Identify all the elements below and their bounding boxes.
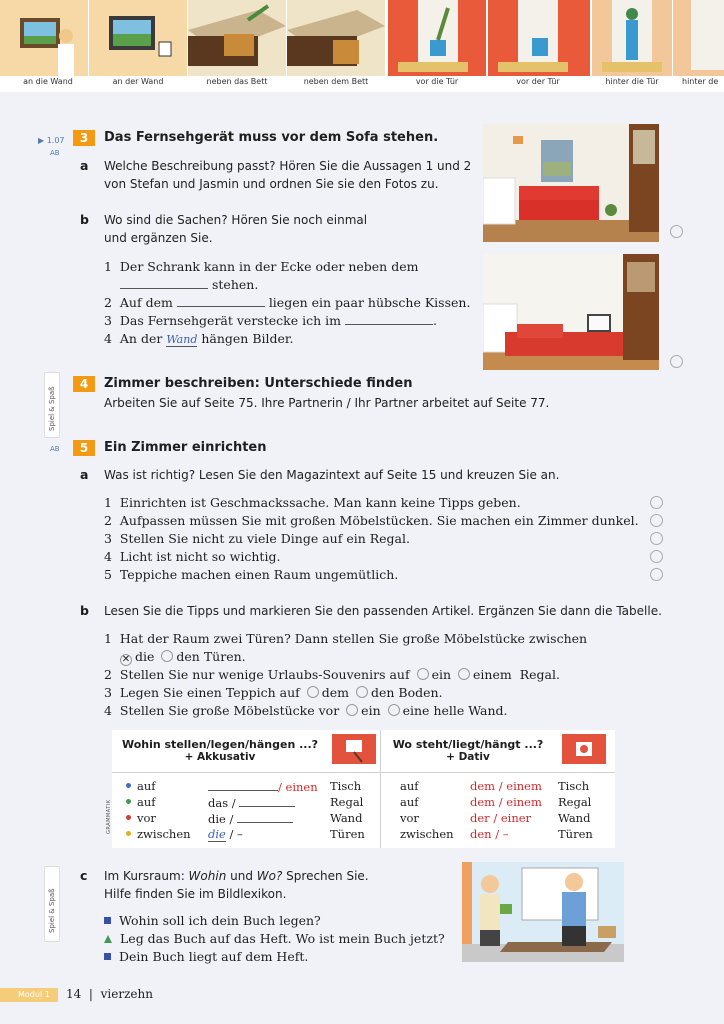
task-letter: a <box>80 158 89 173</box>
radio-option-checked[interactable]: ✕ <box>121 654 131 665</box>
dialogue-line: Wohin soll ich dein Buch legen? <box>104 912 321 930</box>
picture-neben-dem-bett <box>287 0 385 76</box>
picture-an-der-wand <box>89 0 187 76</box>
gap-blank[interactable] <box>345 313 433 325</box>
grammar-cell: Wand <box>330 811 363 825</box>
module-tag: Modul 1 <box>0 988 58 1002</box>
task-instruction: Was ist richtig? Lesen Sie den Magazintext auf Seite 15 und kreuzen Sie an. <box>104 468 560 482</box>
task-instruction: Arbeiten Sie auf Seite 75. Ihre Partnerin / Ihr Partner arbeitet auf Seite 77. <box>104 396 550 410</box>
grammar-cell: auf <box>126 795 156 809</box>
radio-option[interactable] <box>307 686 319 698</box>
task-instruction: Wo sind die Sachen? Hören Sie noch einmal und ergänzen Sie. <box>104 213 368 245</box>
handwritten-answer: Wand <box>166 333 198 346</box>
vocabulary-strip <box>0 0 724 92</box>
radio-option[interactable] <box>458 668 470 680</box>
checkbox-circle[interactable] <box>650 514 663 527</box>
radio-option[interactable] <box>346 704 358 716</box>
grammar-cell: das / <box>208 795 295 810</box>
exercise-number: 3 <box>73 130 95 146</box>
table-divider <box>380 730 381 848</box>
grammar-cell: zwischen <box>400 827 454 841</box>
grammar-cell: Regal <box>330 795 364 809</box>
ab-tag: AB <box>50 445 60 453</box>
grammar-cell: Türen <box>558 827 593 841</box>
hanging-picture-icon <box>562 734 606 764</box>
page-number-line: 14 | vierzehn <box>66 987 153 1001</box>
grammar-cell: Regal <box>558 795 592 809</box>
grammar-cell: auf <box>400 779 419 793</box>
radio-option[interactable] <box>388 704 400 716</box>
task-instruction: Lesen Sie die Tipps und markieren Sie den passenden Artikel. Ergänzen Sie dann die Tabelle. <box>104 604 662 618</box>
strip-caption: vor die Tür <box>415 77 459 86</box>
strip-caption: an die Wand <box>23 77 73 86</box>
picture-hinter-der-tuer <box>673 0 724 76</box>
grammar-cell: der / einer <box>470 811 532 825</box>
task-instruction: Welche Beschreibung passt? Hören Sie die Aussagen 1 und 2 von Stefan und Jasmin und ordnen Sie sie den Fotos zu. <box>104 159 472 191</box>
gap-item: 4 An der Wand hängen Bilder. <box>104 331 294 346</box>
strip-caption: neben dem Bett <box>303 77 369 86</box>
picture-vor-der-tuer <box>488 0 590 76</box>
task-letter: b <box>80 212 89 227</box>
grammar-header-right: Wo steht/liegt/hängt ...? + Dativ <box>392 738 544 763</box>
gap-item: 1 Der Schrank kann in der Ecke oder neben dem <box>104 259 419 274</box>
choice-item: 1 Hat der Raum zwei Türen? Dann stellen Sie große Möbelstücke zwischen <box>104 631 588 646</box>
gap-blank[interactable] <box>237 811 293 823</box>
strip-caption: an der Wand <box>112 77 164 86</box>
side-tag: Spiel & Spaß <box>44 866 60 942</box>
choice-item: 3 Legen Sie einen Teppich auf dem den Boden. <box>104 685 443 700</box>
exercise-title: Ein Zimmer einrichten <box>104 440 267 455</box>
grammar-cell: zwischen <box>126 827 191 841</box>
side-tag: Spiel & Spaß <box>44 372 60 438</box>
photo-answer-circle[interactable] <box>670 355 683 368</box>
gap-blank[interactable] <box>120 277 208 289</box>
dialogue-line: Leg das Buch auf das Heft. Wo ist mein Buch jetzt? <box>104 930 445 948</box>
gap-blank[interactable] <box>239 795 295 807</box>
choice-item: 4 Stellen Sie große Möbelstücke vor ein eine helle Wand. <box>104 703 508 718</box>
radio-option[interactable] <box>161 650 173 662</box>
gap-item: stehen. <box>120 276 258 294</box>
picture-an-die-wand <box>0 0 88 76</box>
grammar-cell: dem / einem <box>470 779 542 793</box>
task-letter: b <box>80 603 89 618</box>
strip-caption: hinter die Tür <box>605 77 659 86</box>
dialogue-line: Dein Buch liegt auf dem Heft. <box>104 948 308 966</box>
hang-picture-icon <box>332 734 376 764</box>
exercise-title: Zimmer beschreiben: Unterschiede finden <box>104 376 413 391</box>
statement-item: 3 Stellen Sie nicht zu viele Dinge auf ein Regal. <box>104 531 410 546</box>
grammar-cell: die / – <box>208 827 243 841</box>
classroom-illustration <box>462 862 624 962</box>
statement-item: 2 Aufpassen müssen Sie mit großen Möbelstücken. Sie machen ein Zimmer dunkel. <box>104 513 639 528</box>
task-letter: c <box>80 868 88 883</box>
checkbox-circle[interactable] <box>650 568 663 581</box>
grammar-cell: Türen <box>330 827 365 841</box>
checkbox-circle[interactable] <box>650 532 663 545</box>
grammar-cell: vor <box>400 811 419 825</box>
grammar-cell: dem / einem <box>470 795 542 809</box>
exercise-title: Das Fernsehgerät muss vor dem Sofa stehen. <box>104 130 439 145</box>
grammar-cell: auf <box>126 779 156 793</box>
strip-caption: neben das Bett <box>206 77 268 86</box>
grammar-table <box>106 730 615 848</box>
strip-caption: hinter de <box>682 77 719 86</box>
gap-item: 3 Das Fernsehgerät verstecke ich im . <box>104 313 437 328</box>
gap-blank[interactable] <box>177 295 265 307</box>
room-photo-1 <box>483 124 659 242</box>
room-photo-2 <box>483 254 659 370</box>
picture-hinter-die-tuer <box>592 0 672 76</box>
choice-item: 2 Stellen Sie nur wenige Urlaubs-Souvenirs auf ein einem Regal. <box>104 667 560 682</box>
square-bullet-icon <box>104 917 111 924</box>
grammar-header-left: Wohin stellen/legen/hängen ...? + Akkusativ <box>121 738 319 763</box>
exercise-number: 5 <box>73 440 95 456</box>
task-instruction: Im Kursraum: Wohin und Wo? Sprechen Sie. Hilfe finden Sie im Bildlexikon. <box>104 869 369 901</box>
picture-vor-die-tuer <box>388 0 486 76</box>
statement-item: 5 Teppiche machen einen Raum ungemütlich. <box>104 567 399 582</box>
grammar-cell: Wand <box>558 811 591 825</box>
grammar-cell: den / – <box>470 827 509 841</box>
choice-item: ✕ die den Türen. <box>121 649 246 665</box>
grammar-cell: auf <box>400 795 419 809</box>
checkbox-circle[interactable] <box>650 496 663 509</box>
table-divider <box>112 772 615 773</box>
checkbox-circle[interactable] <box>650 550 663 563</box>
exercise-number: 4 <box>73 376 95 392</box>
grammar-cell: die / <box>208 811 293 826</box>
gap-item: 2 Auf dem liegen ein paar hübsche Kissen. <box>104 295 471 310</box>
photo-answer-circle[interactable] <box>670 225 683 238</box>
picture-neben-das-bett <box>188 0 286 76</box>
gap-blank[interactable] <box>208 779 278 791</box>
statement-item: 4 Licht ist nicht so wichtig. <box>104 549 281 564</box>
ab-tag: AB <box>50 149 60 157</box>
strip-caption: vor der Tür <box>516 77 560 86</box>
triangle-bullet-icon <box>104 935 112 943</box>
grammar-cell: Tisch <box>330 779 362 793</box>
grammar-side-tag: GRAMMATIK <box>106 799 112 834</box>
task-letter: a <box>80 467 89 482</box>
radio-option[interactable] <box>417 668 429 680</box>
audio-track[interactable]: ▶ 1.07 <box>38 136 65 145</box>
statement-item: 1 Einrichten ist Geschmackssache. Man kann keine Tipps geben. <box>104 495 521 510</box>
play-icon: ▶ <box>38 136 45 145</box>
grammar-cell: / einen <box>208 779 318 794</box>
radio-option[interactable] <box>356 686 368 698</box>
grammar-cell: vor <box>126 811 156 825</box>
square-bullet-icon <box>104 953 111 960</box>
grammar-cell: Tisch <box>558 779 590 793</box>
